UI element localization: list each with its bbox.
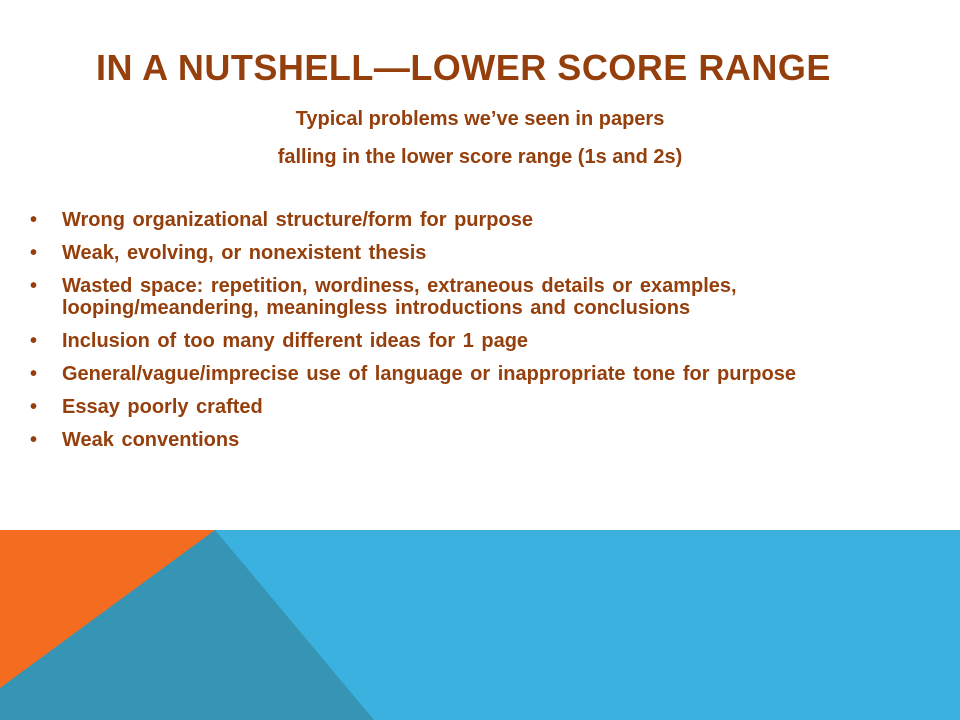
bullet-text: Weak, evolving, or nonexistent thesis (62, 242, 427, 264)
bullet-list (0, 209, 960, 451)
bullet-text: General/vague/imprecise use of language or inappropriate tone for purpose (62, 363, 796, 385)
decorative-band (0, 530, 960, 720)
bullet-text: Inclusion of too many different ideas for 1 page (62, 330, 529, 352)
slide-title: IN A NUTSHELL—LOWER SCORE RANGE (96, 47, 831, 88)
bullet-marker: • (30, 363, 38, 385)
bullet-text: Weak conventions (62, 429, 240, 451)
bullet-marker: • (30, 275, 38, 297)
bullet-marker: • (30, 429, 38, 451)
bullet-item (0, 330, 960, 352)
subtitle-line-2: falling in the lower score range (1s and 2s) (277, 146, 683, 168)
bullet-item (0, 275, 960, 319)
bullet-marker: • (30, 242, 38, 264)
bullet-item (0, 396, 960, 418)
bullet-item (0, 209, 960, 231)
bullet-item (0, 242, 960, 264)
bullet-text: Wrong organizational structure/form for purpose (62, 209, 533, 231)
bullet-text: Wasted space: repetition, wordiness, extraneous details or examples, looping/meandering, meaningless introductions and conclusions (62, 275, 737, 319)
bullet-item (0, 363, 960, 385)
bullet-marker: • (30, 330, 38, 352)
subtitle-line-1: Typical problems we’ve seen in papers (295, 108, 665, 130)
bullet-marker: • (30, 209, 38, 231)
bullet-item (0, 429, 960, 451)
bullet-marker: • (30, 396, 38, 418)
bullet-text: Essay poorly crafted (62, 396, 263, 418)
